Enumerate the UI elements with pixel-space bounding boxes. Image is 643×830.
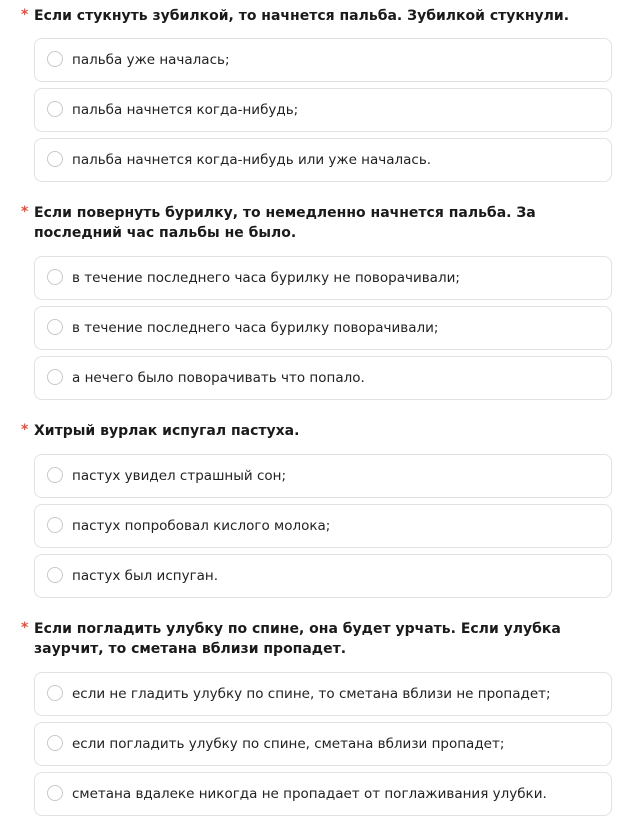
option-label: в течение последнего часа бурилку не поворачивали; (72, 270, 460, 286)
radio-button[interactable] (47, 735, 63, 751)
question-3 (0, 421, 643, 441)
question-2 (0, 203, 643, 243)
radio-button[interactable] (47, 101, 63, 117)
question-1-title: Если стукнуть зубилкой, то начнется пальба. Зубилкой стукнули. (34, 8, 570, 24)
radio-button[interactable] (47, 785, 63, 801)
option-label: если погладить улубку по спине, сметана вблизи пропадет; (72, 736, 505, 752)
option-label: пастух увидел страшный сон; (72, 468, 287, 484)
question-3-header (0, 421, 643, 441)
question-1 (0, 6, 643, 26)
question-3-option-1[interactable] (34, 454, 612, 498)
radio-button[interactable] (47, 151, 63, 167)
question-4-title: Если погладить улубку по спине, она будет урчать. Если улубка заурчит, то сметана вблизи пропадет. (34, 621, 561, 657)
required-asterisk: * (21, 7, 29, 23)
question-4-option-1[interactable] (34, 672, 612, 716)
question-1-header (0, 6, 643, 26)
question-3-title: Хитрый вурлак испугал пастуха. (34, 423, 300, 439)
option-label: пальба уже началась; (72, 52, 230, 68)
option-label: пальба начнется когда-нибудь или уже началась. (72, 152, 432, 168)
question-2-title: Если повернуть бурилку, то немедленно начнется пальба. За последний час пальбы не было. (34, 205, 536, 241)
radio-button[interactable] (47, 517, 63, 533)
radio-button[interactable] (47, 467, 63, 483)
question-4-option-3[interactable] (34, 772, 612, 816)
option-label: в течение последнего часа бурилку поворачивали; (72, 320, 439, 336)
required-asterisk: * (21, 422, 29, 438)
question-1-option-1[interactable] (34, 38, 612, 82)
question-4-option-2[interactable] (34, 722, 612, 766)
option-label: пастух был испуган. (72, 568, 219, 584)
question-4 (0, 619, 643, 659)
option-label: сметана вдалеке никогда не пропадает от поглаживания улубки. (72, 786, 547, 802)
question-4-header (0, 619, 643, 659)
option-label: а нечего было поворачивать что попало. (72, 370, 365, 386)
radio-button[interactable] (47, 685, 63, 701)
radio-button[interactable] (47, 51, 63, 67)
question-2-option-2[interactable] (34, 306, 612, 350)
radio-button[interactable] (47, 269, 63, 285)
option-label: пальба начнется когда-нибудь; (72, 102, 299, 118)
question-2-option-3[interactable] (34, 356, 612, 400)
option-label: пастух попробовал кислого молока; (72, 518, 331, 534)
question-1-option-2[interactable] (34, 88, 612, 132)
option-label: если не гладить улубку по спине, то сметана вблизи не пропадет; (72, 686, 551, 702)
question-2-header (0, 203, 643, 243)
required-asterisk: * (21, 620, 29, 636)
question-2-option-1[interactable] (34, 256, 612, 300)
question-1-option-3[interactable] (34, 138, 612, 182)
radio-button[interactable] (47, 319, 63, 335)
radio-button[interactable] (47, 567, 63, 583)
required-asterisk: * (21, 204, 29, 220)
radio-button[interactable] (47, 369, 63, 385)
question-3-option-2[interactable] (34, 504, 612, 548)
question-3-option-3[interactable] (34, 554, 612, 598)
